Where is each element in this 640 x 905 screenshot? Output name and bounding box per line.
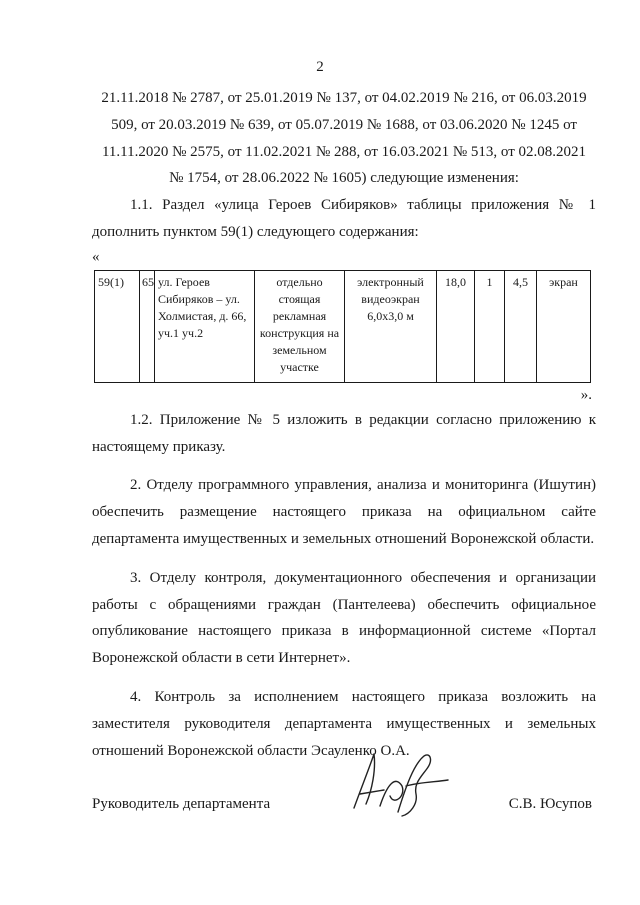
- cell-place-number: 65: [140, 270, 155, 382]
- item-1-2: 1.2. Приложение № 5 изложить в редакции согласно приложению к настоящему приказу.: [92, 411, 596, 455]
- cell-type: экран: [537, 270, 591, 382]
- cell-address: ул. Героев Сибиряков – ул. Холмистая, д. 66, уч.1 уч.2: [155, 270, 255, 382]
- closing-quote: ».: [580, 386, 592, 403]
- item-2: 2. Отделу программного управления, анализа и мониторинга (Ишутин) обеспечить размещение настоящего приказа на официальном сайте департамента имущественных и земельных отношений Воронежской области.: [92, 477, 596, 547]
- cell-value: 4,5: [505, 270, 537, 382]
- amendment-line: 11.11.2020 № 2575, от 11.02.2021 № 288, от 16.03.2021 № 513, от 02.08.2021: [101, 143, 587, 160]
- item-1-1: 1.1. Раздел «улица Героев Сибиряков» таблицы приложения № 1 дополнить пунктом 59(1) следующего содержания:: [92, 197, 596, 240]
- amendment-list: [92, 85, 596, 192]
- cell-structure-kind: электронный видеоэкран 6,0х3,0 м: [345, 270, 437, 382]
- signature-block: [92, 790, 596, 820]
- opening-quote: «: [92, 248, 100, 265]
- handwritten-signature: [344, 746, 454, 822]
- cell-sides: 1: [475, 270, 505, 382]
- document-body: [92, 85, 596, 764]
- amendment-line: № 1754, от 28.06.2022 № 1605) следующие изменения:: [169, 170, 519, 187]
- signer-name: С.В. Юсупов: [508, 796, 592, 812]
- cell-item-number: 59(1): [95, 270, 140, 382]
- item-4: 4. Контроль за исполнением настоящего приказа возложить на заместителя руководителя департамента имущественных и земельных отношений Воронежской области Эсауленко О.А.: [92, 688, 596, 759]
- cell-structure-type: отдельно стоящая рекламная конструкция на земельном участке: [255, 270, 345, 382]
- advertising-structure-table: [94, 270, 591, 383]
- signer-title: Руководитель департамента: [92, 796, 271, 812]
- amendment-line: 21.11.2018 № 2787, от 25.01.2019 № 137, от 04.02.2019 № 216, от 06.03.2019: [101, 90, 587, 106]
- page-number: 2: [316, 59, 324, 75]
- table-row: [95, 270, 591, 382]
- cell-area: 18,0: [437, 270, 475, 382]
- item-3: 3. Отделу контроля, документационного обеспечения и организации работы с обращениями граждан (Пантелеева) обеспечить официальное опубликование настоящего приказа в информационной системе «Портал Воронежской области в сети Интернет».: [92, 569, 596, 667]
- amendment-line: 509, от 20.03.2019 № 639, от 05.07.2019 № 1688, от 03.06.2020 № 1245 от: [111, 116, 577, 133]
